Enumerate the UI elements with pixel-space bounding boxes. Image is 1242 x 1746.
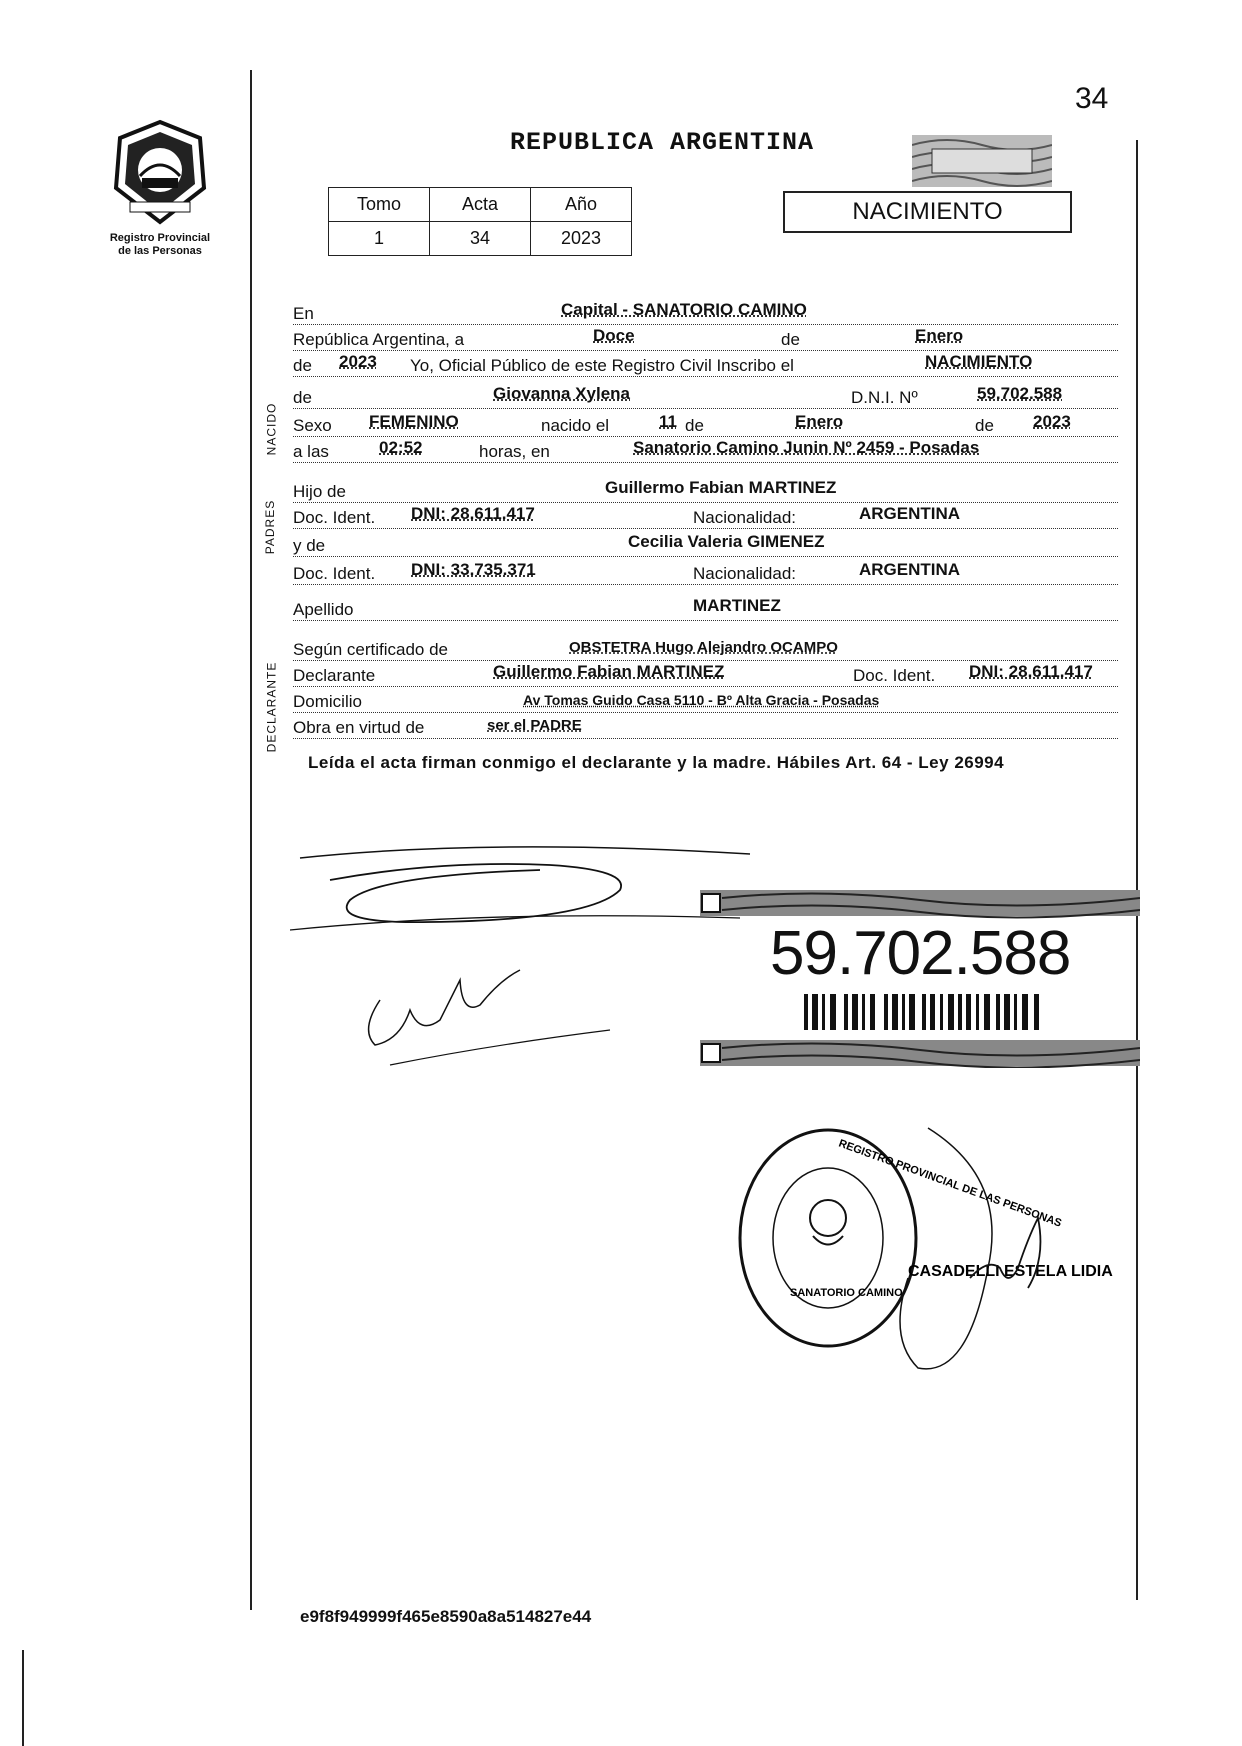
born-month: Enero: [795, 412, 844, 431]
footer-hash: e9f8f949999f465e8590a8a514827e44: [300, 1607, 592, 1626]
father-name: Guillermo Fabian MARTINEZ: [605, 478, 837, 497]
declarant-doc: DNI: 28.611.417: [969, 662, 1093, 681]
row-surname: [293, 594, 1118, 621]
row-certificate: [293, 634, 1118, 661]
surname-label: Apellido: [293, 600, 354, 619]
declarant-doc-label: Doc. Ident.: [853, 666, 936, 685]
mother-doc-label: Doc. Ident.: [293, 564, 376, 583]
time-label: a las: [293, 442, 329, 461]
row-father: [293, 476, 1118, 503]
row-place: [293, 298, 1118, 325]
row-capacity: [293, 712, 1118, 739]
declarant-name: Guillermo Fabian MARTINEZ: [493, 662, 725, 681]
father-nat-label: Nacionalidad:: [693, 508, 797, 527]
section-label-parents: PADRES: [263, 499, 278, 555]
seal-inner-text: SANATORIO CAMINO: [790, 1287, 903, 1299]
mother-label: y de: [293, 536, 326, 555]
row-name: [293, 382, 1118, 409]
page-number: 34: [1075, 82, 1109, 115]
address-label: Domicilio: [293, 692, 362, 711]
cert-value: OBSTETRA Hugo Alejandro OCAMPO: [569, 639, 838, 656]
year-prefix: de: [293, 356, 312, 375]
child-dni: 59.702.588: [977, 384, 1063, 403]
header-acta: Acta: [430, 188, 531, 222]
year-value: 2023: [339, 352, 377, 371]
security-stamp: [912, 135, 1052, 187]
header-tomo: Tomo: [329, 188, 430, 222]
value-ano: 2023: [531, 222, 632, 256]
birth-place: Sanatorio Camino Junin Nº 2459 - Posadas: [633, 438, 980, 457]
mother-name: Cecilia Valeria GIMENEZ: [628, 532, 825, 551]
row-declarant: [293, 660, 1118, 687]
de-label: de: [781, 330, 800, 349]
row-mother: [293, 530, 1118, 557]
father-doc: DNI: 28.611.417: [411, 504, 535, 523]
document-title: REPUBLICA ARGENTINA: [510, 128, 815, 157]
mother-doc: DNI: 33.735.371: [411, 560, 536, 579]
child-name: Giovanna Xylena: [493, 384, 630, 403]
section-label-birth: NACIDO: [264, 402, 279, 456]
value-acta: 34: [430, 222, 531, 256]
seal-outer-text: REGISTRO PROVINCIAL DE LAS PERSONAS: [836, 1137, 1064, 1230]
place-label: En: [293, 304, 314, 323]
father-nationality: ARGENTINA: [859, 504, 961, 523]
father-label: Hijo de: [293, 482, 346, 501]
row-date: [293, 324, 1118, 351]
official-seal-signature: [738, 1118, 1158, 1378]
declarant-signature: [290, 840, 770, 1080]
row-father-doc: [293, 502, 1118, 529]
born-de-2: de: [975, 416, 994, 435]
officer-text: Yo, Oficial Público de este Registro Civil Inscribo el: [410, 356, 794, 375]
day-word: Doce: [593, 326, 635, 345]
name-label: de: [293, 388, 312, 407]
record-type: NACIMIENTO: [852, 198, 1003, 225]
section-label-declarant: DECLARANTE: [264, 661, 279, 753]
organization-line-2: de las Personas: [118, 245, 202, 257]
capacity-value: ser el PADRE: [487, 717, 582, 734]
place-value: Capital - SANATORIO CAMINO: [561, 300, 807, 319]
sex-value: FEMENINO: [369, 412, 459, 431]
country-label: República Argentina, a: [293, 330, 465, 349]
edge-line: [22, 1650, 24, 1746]
act-value: NACIMIENTO: [925, 352, 1033, 371]
capacity-label: Obra en virtud de: [293, 718, 425, 737]
mother-nationality: ARGENTINA: [859, 560, 961, 579]
record-type-box: [783, 191, 1072, 233]
declarant-label: Declarante: [293, 666, 376, 685]
left-margin-line: [250, 70, 252, 1610]
born-year: 2023: [1033, 412, 1071, 431]
organization-line-1: Registro Provincial: [109, 232, 211, 244]
seal-officer: CASADELLI ESTELA LIDIA: [908, 1263, 1113, 1280]
row-address: [293, 686, 1118, 713]
closing-statement: Leída el acta firman conmigo el declarante y la madre. Hábiles Art. 64 - Ley 26994: [308, 753, 1005, 772]
hours-label: horas, en: [479, 442, 550, 461]
header-ano: Año: [531, 188, 632, 222]
born-label: nacido el: [541, 416, 610, 435]
row-time: [293, 436, 1118, 463]
organization-name: [90, 232, 230, 258]
dni-label: D.N.I. Nº: [851, 388, 918, 407]
surname-value: MARTINEZ: [693, 596, 781, 615]
registry-table: [328, 187, 632, 256]
cert-label: Según certificado de: [293, 640, 448, 659]
province-seal-logo: [100, 118, 220, 228]
sex-label: Sexo: [293, 416, 332, 435]
row-mother-doc: [293, 558, 1118, 585]
born-de-1: de: [685, 416, 704, 435]
sticker-number: 59.702.588: [770, 919, 1071, 988]
month-word: Enero: [915, 326, 964, 345]
value-tomo: 1: [329, 222, 430, 256]
time-value: 02:52: [379, 438, 423, 457]
row-officer: [293, 350, 1118, 377]
father-doc-label: Doc. Ident.: [293, 508, 376, 527]
born-day: 11: [659, 412, 677, 431]
address-value: Av Tomas Guido Casa 5110 - Bº Alta Gracia - Posadas: [523, 692, 880, 708]
row-sex: [293, 410, 1118, 437]
mother-nat-label: Nacionalidad:: [693, 564, 797, 583]
right-margin-line: [1136, 140, 1138, 1600]
